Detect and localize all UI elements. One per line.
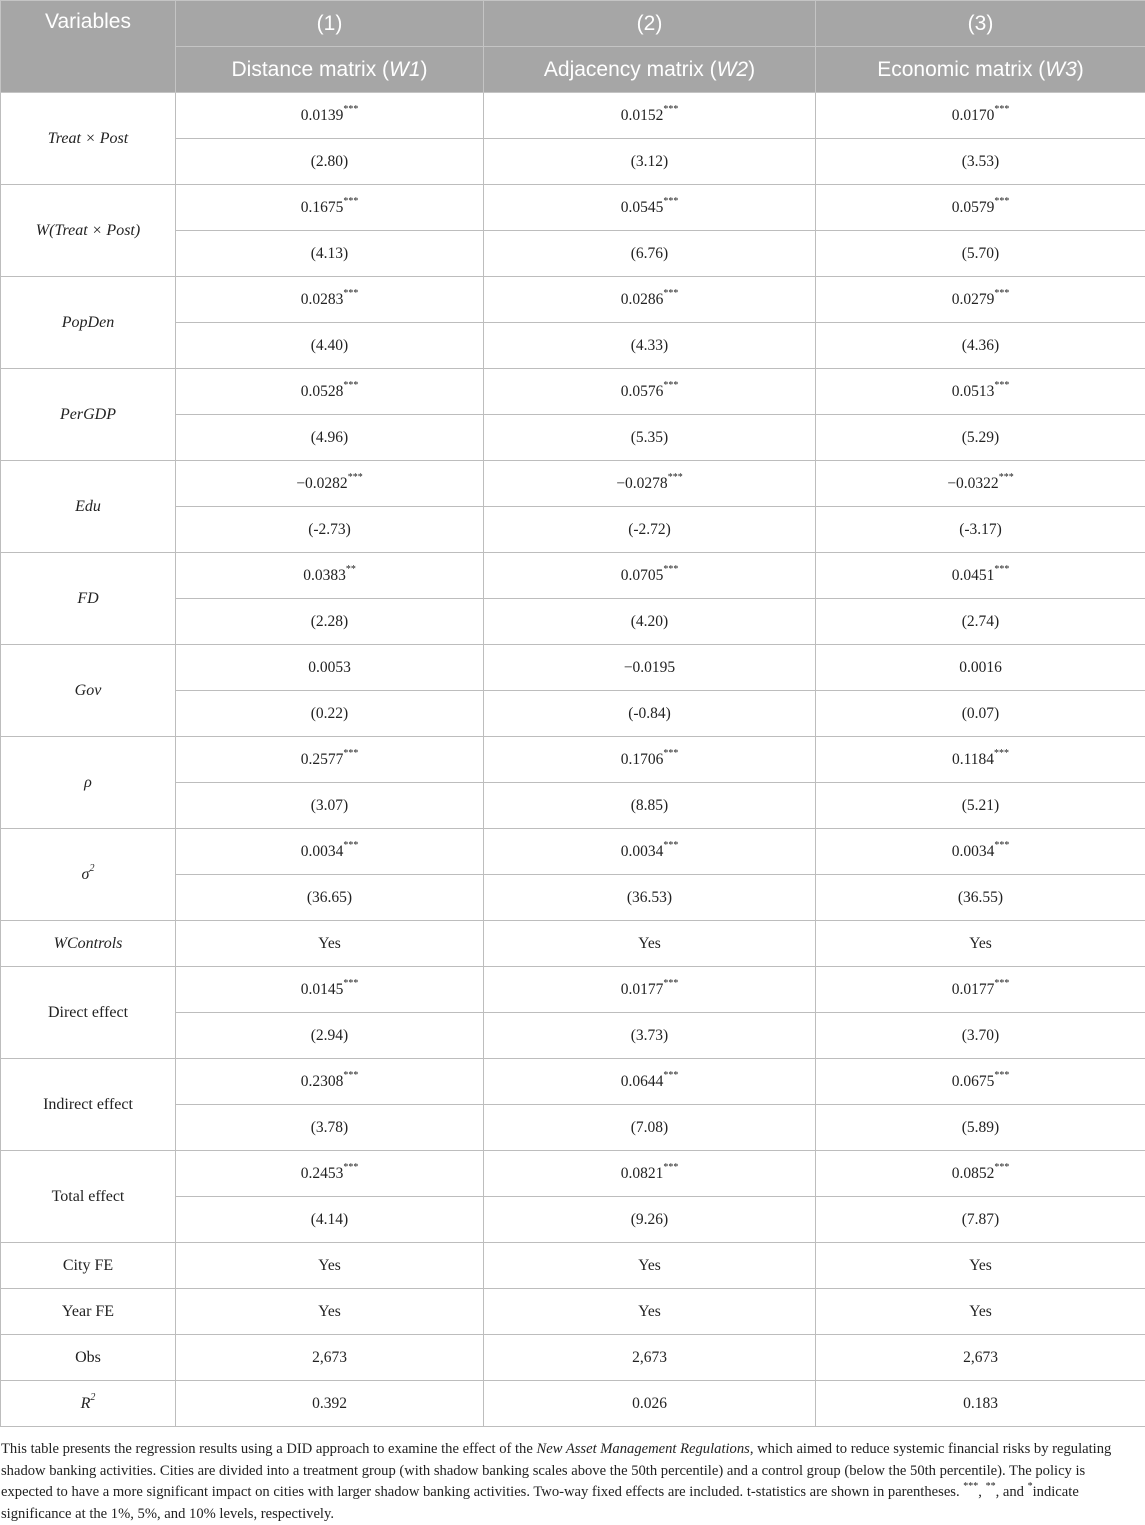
- t-stat-cell: (36.65): [176, 875, 484, 921]
- coef-cell: [484, 553, 816, 599]
- significance-stars: ***: [343, 840, 358, 851]
- value-cell: Yes: [816, 1243, 1145, 1289]
- value-cell: Yes: [816, 1289, 1145, 1335]
- coef-cell: [484, 1151, 816, 1197]
- t-stat-cell: (2.94): [176, 1013, 484, 1059]
- value-cell: 2,673: [816, 1335, 1145, 1381]
- coef-value: 0.0821: [621, 1165, 664, 1182]
- coef-cell: [816, 553, 1145, 599]
- row-label-text: R: [81, 1395, 91, 1412]
- t-stat-cell: (4.14): [176, 1197, 484, 1243]
- variables-header: Variables: [1, 1, 176, 93]
- coef-value: 0.1706: [621, 751, 664, 768]
- coef-cell: [176, 461, 484, 507]
- coef-value: 0.0016: [959, 659, 1002, 676]
- row-label-text: σ: [82, 866, 90, 883]
- coef-cell: [484, 461, 816, 507]
- coef-value: −0.0195: [624, 659, 675, 676]
- significance-stars: ***: [663, 1070, 678, 1081]
- row-label: [1, 93, 176, 185]
- coef-cell: [176, 369, 484, 415]
- coef-cell: [816, 829, 1145, 875]
- t-stat-cell: (-0.84): [484, 691, 816, 737]
- significance-stars: ***: [343, 978, 358, 989]
- table-row: [1, 277, 1145, 323]
- significance-stars: ***: [994, 380, 1009, 391]
- coef-value: 0.0283: [301, 291, 344, 308]
- row-label: [1, 1381, 176, 1427]
- significance-stars: ***: [994, 196, 1009, 207]
- coef-value: 0.0034: [301, 843, 344, 860]
- row-label: [1, 185, 176, 277]
- coef-value: 0.1184: [952, 751, 994, 768]
- coef-cell: [816, 967, 1145, 1013]
- significance-stars: ***: [343, 104, 358, 115]
- row-label: [1, 369, 176, 461]
- coef-cell: [484, 185, 816, 231]
- t-stat-cell: (-2.72): [484, 507, 816, 553]
- table-row: [1, 93, 1145, 139]
- value-cell: Yes: [484, 921, 816, 967]
- row-label: [1, 967, 176, 1059]
- value-cell: 2,673: [176, 1335, 484, 1381]
- coef-cell: [176, 553, 484, 599]
- t-stat-cell: (3.07): [176, 783, 484, 829]
- table-row: [1, 967, 1145, 1013]
- row-label-text: WControls: [54, 935, 123, 952]
- coef-value: 0.0152: [621, 107, 664, 124]
- t-stat-cell: (2.80): [176, 139, 484, 185]
- table-row: [1, 921, 1145, 967]
- significance-stars: ***: [994, 978, 1009, 989]
- coef-cell: [176, 645, 484, 691]
- value-cell: Yes: [484, 1289, 816, 1335]
- t-stat-cell: (3.70): [816, 1013, 1145, 1059]
- coef-cell: [176, 737, 484, 783]
- coef-cell: [176, 967, 484, 1013]
- column-number-2: (2): [484, 1, 816, 47]
- significance-stars: ***: [994, 1162, 1009, 1173]
- row-label: [1, 737, 176, 829]
- significance-stars: ***: [994, 288, 1009, 299]
- coef-value: 0.0177: [952, 981, 995, 998]
- coef-value: 0.0576: [621, 383, 664, 400]
- t-stat-cell: (2.74): [816, 599, 1145, 645]
- t-stat-cell: (6.76): [484, 231, 816, 277]
- coef-value: 0.0034: [952, 843, 995, 860]
- t-stat-cell: (4.36): [816, 323, 1145, 369]
- coef-cell: [484, 369, 816, 415]
- row-label-text: Direct effect: [48, 1004, 128, 1021]
- t-stat-cell: (0.22): [176, 691, 484, 737]
- coef-cell: [816, 185, 1145, 231]
- row-label: [1, 829, 176, 921]
- t-stat-cell: (7.08): [484, 1105, 816, 1151]
- table-note: This table presents the regression results using a DID approach to examine the effect of the New Asset Management Regulations, which aimed to reduce systemic financial risks by regulating shadow banking activities. Cities are divided into a treatment group (with shadow banking scales above the 50th percentile) and a control group (below the 50th percentile). The policy is expected to have a more significant impact on cities with larger shadow banking activities. Two-way fixed effects are included. t-statistics are shown in parentheses. ***, **, and *indicate significance at the 1%, 5%, and 10% levels, respectively.: [0, 1427, 1145, 1525]
- column-number-1: (1): [176, 1, 484, 47]
- coef-cell: [176, 277, 484, 323]
- column-name-2: Adjacency matrix (W2): [484, 47, 816, 93]
- label-superscript: 2: [90, 1392, 95, 1403]
- coef-cell: [176, 93, 484, 139]
- coef-value: 0.0177: [621, 981, 664, 998]
- significance-stars: ***: [343, 748, 358, 759]
- row-label-text: PopDen: [62, 314, 114, 331]
- coef-value: 0.2453: [301, 1165, 344, 1182]
- significance-stars: ***: [348, 472, 363, 483]
- coef-cell: [176, 185, 484, 231]
- t-stat-cell: (3.53): [816, 139, 1145, 185]
- row-label-text: City FE: [63, 1257, 113, 1274]
- t-stat-cell: (3.78): [176, 1105, 484, 1151]
- row-label: [1, 1243, 176, 1289]
- coef-cell: [484, 1059, 816, 1105]
- row-label: [1, 277, 176, 369]
- coef-value: 0.0139: [301, 107, 344, 124]
- t-stat-cell: (36.53): [484, 875, 816, 921]
- coef-cell: [484, 967, 816, 1013]
- coef-value: 0.0705: [621, 567, 664, 584]
- row-label-text: Obs: [75, 1349, 101, 1366]
- table-row: [1, 1381, 1145, 1427]
- t-stat-cell: (3.12): [484, 139, 816, 185]
- coef-cell: [816, 1059, 1145, 1105]
- coef-cell: [484, 277, 816, 323]
- coef-value: 0.0279: [952, 291, 995, 308]
- t-stat-cell: (4.33): [484, 323, 816, 369]
- t-stat-cell: (5.89): [816, 1105, 1145, 1151]
- table-row: [1, 461, 1145, 507]
- t-stat-cell: (5.70): [816, 231, 1145, 277]
- coef-cell: [484, 93, 816, 139]
- significance-stars: ***: [994, 748, 1009, 759]
- coef-value: 0.0528: [301, 383, 344, 400]
- significance-stars: ***: [999, 472, 1014, 483]
- coef-value: 0.0145: [301, 981, 344, 998]
- significance-stars: ***: [663, 1162, 678, 1173]
- coef-cell: [176, 1059, 484, 1105]
- column-number-3: (3): [816, 1, 1145, 47]
- row-label-text: FD: [77, 590, 98, 607]
- coef-cell: [816, 645, 1145, 691]
- coef-cell: [816, 369, 1145, 415]
- column-name-3: Economic matrix (W3): [816, 47, 1145, 93]
- significance-stars: ***: [663, 840, 678, 851]
- t-stat-cell: (8.85): [484, 783, 816, 829]
- row-label: [1, 553, 176, 645]
- coef-value: 0.0286: [621, 291, 664, 308]
- coef-value: 0.0513: [952, 383, 995, 400]
- coef-cell: [176, 1151, 484, 1197]
- t-stat-cell: (0.07): [816, 691, 1145, 737]
- row-label: [1, 461, 176, 553]
- row-label: [1, 1059, 176, 1151]
- t-stat-cell: (5.21): [816, 783, 1145, 829]
- row-label: [1, 1151, 176, 1243]
- coef-cell: [484, 737, 816, 783]
- header-row-numbers: [1, 1, 1145, 47]
- coef-value: −0.0278: [616, 475, 667, 492]
- row-label-text: W(Treat × Post): [36, 222, 140, 239]
- coef-value: 0.0852: [952, 1165, 995, 1182]
- value-cell: 0.183: [816, 1381, 1145, 1427]
- row-label-text: Year FE: [62, 1303, 114, 1320]
- table-row: [1, 1059, 1145, 1105]
- t-stat-cell: (36.55): [816, 875, 1145, 921]
- row-label: [1, 645, 176, 737]
- t-stat-cell: (5.35): [484, 415, 816, 461]
- significance-stars: ***: [663, 288, 678, 299]
- table-row: [1, 1151, 1145, 1197]
- row-label-text: Gov: [75, 682, 102, 699]
- coef-value: 0.0053: [308, 659, 351, 676]
- table-row: [1, 829, 1145, 875]
- coef-value: 0.0034: [621, 843, 664, 860]
- significance-stars: ***: [343, 196, 358, 207]
- label-superscript: 2: [89, 863, 94, 874]
- t-stat-cell: (3.73): [484, 1013, 816, 1059]
- value-cell: Yes: [176, 921, 484, 967]
- value-cell: Yes: [176, 1289, 484, 1335]
- significance-stars: ***: [663, 380, 678, 391]
- t-stat-cell: (4.13): [176, 231, 484, 277]
- table-row: [1, 185, 1145, 231]
- significance-stars: ***: [663, 196, 678, 207]
- coef-value: −0.0282: [296, 475, 347, 492]
- significance-stars: ***: [343, 380, 358, 391]
- coef-value: 0.0579: [952, 199, 995, 216]
- t-stat-cell: (2.28): [176, 599, 484, 645]
- value-cell: 0.392: [176, 1381, 484, 1427]
- table-body: [1, 93, 1145, 1427]
- significance-stars: ***: [994, 1070, 1009, 1081]
- coef-cell: [484, 829, 816, 875]
- table-row: [1, 645, 1145, 691]
- table-row: [1, 553, 1145, 599]
- row-label: [1, 1289, 176, 1335]
- coef-value: 0.0383: [303, 567, 346, 584]
- t-stat-cell: (-3.17): [816, 507, 1145, 553]
- coef-value: 0.0545: [621, 199, 664, 216]
- significance-stars: ***: [663, 748, 678, 759]
- table-row: [1, 369, 1145, 415]
- value-cell: 0.026: [484, 1381, 816, 1427]
- coef-value: 0.0451: [952, 567, 995, 584]
- table-row: [1, 1243, 1145, 1289]
- row-label-text: PerGDP: [60, 406, 116, 423]
- t-stat-cell: (-2.73): [176, 507, 484, 553]
- significance-stars: ***: [668, 472, 683, 483]
- table-row: [1, 1335, 1145, 1381]
- significance-stars: ***: [343, 288, 358, 299]
- t-stat-cell: (4.20): [484, 599, 816, 645]
- significance-stars: ***: [663, 564, 678, 575]
- table-row: [1, 1289, 1145, 1335]
- t-stat-cell: (7.87): [816, 1197, 1145, 1243]
- coef-value: 0.0170: [952, 107, 995, 124]
- significance-stars: **: [346, 564, 356, 575]
- significance-stars: ***: [663, 104, 678, 115]
- t-stat-cell: (9.26): [484, 1197, 816, 1243]
- significance-stars: ***: [994, 564, 1009, 575]
- value-cell: Yes: [816, 921, 1145, 967]
- t-stat-cell: (5.29): [816, 415, 1145, 461]
- coef-cell: [816, 1151, 1145, 1197]
- row-label-text: Total effect: [52, 1188, 125, 1205]
- significance-stars: ***: [994, 104, 1009, 115]
- significance-stars: ***: [343, 1162, 358, 1173]
- coef-value: 0.2577: [301, 751, 344, 768]
- row-label-text: Treat × Post: [48, 130, 128, 147]
- coef-cell: [816, 737, 1145, 783]
- column-name-1: Distance matrix (W1): [176, 47, 484, 93]
- row-label-text: ρ: [84, 774, 92, 791]
- coef-value: −0.0322: [947, 475, 998, 492]
- coef-cell: [484, 645, 816, 691]
- value-cell: Yes: [484, 1243, 816, 1289]
- coef-cell: [176, 829, 484, 875]
- value-cell: 2,673: [484, 1335, 816, 1381]
- significance-stars: ***: [343, 1070, 358, 1081]
- coef-value: 0.0644: [621, 1073, 664, 1090]
- row-label: [1, 921, 176, 967]
- significance-stars: ***: [663, 978, 678, 989]
- row-label-text: Indirect effect: [43, 1096, 133, 1113]
- coef-cell: [816, 93, 1145, 139]
- row-label-text: Edu: [75, 498, 101, 515]
- t-stat-cell: (4.96): [176, 415, 484, 461]
- coef-value: 0.2308: [301, 1073, 344, 1090]
- coef-cell: [816, 277, 1145, 323]
- table-row: [1, 737, 1145, 783]
- coef-value: 0.1675: [301, 199, 344, 216]
- coef-cell: [816, 461, 1145, 507]
- row-label: [1, 1335, 176, 1381]
- coef-value: 0.0675: [952, 1073, 995, 1090]
- significance-stars: ***: [994, 840, 1009, 851]
- value-cell: Yes: [176, 1243, 484, 1289]
- t-stat-cell: (4.40): [176, 323, 484, 369]
